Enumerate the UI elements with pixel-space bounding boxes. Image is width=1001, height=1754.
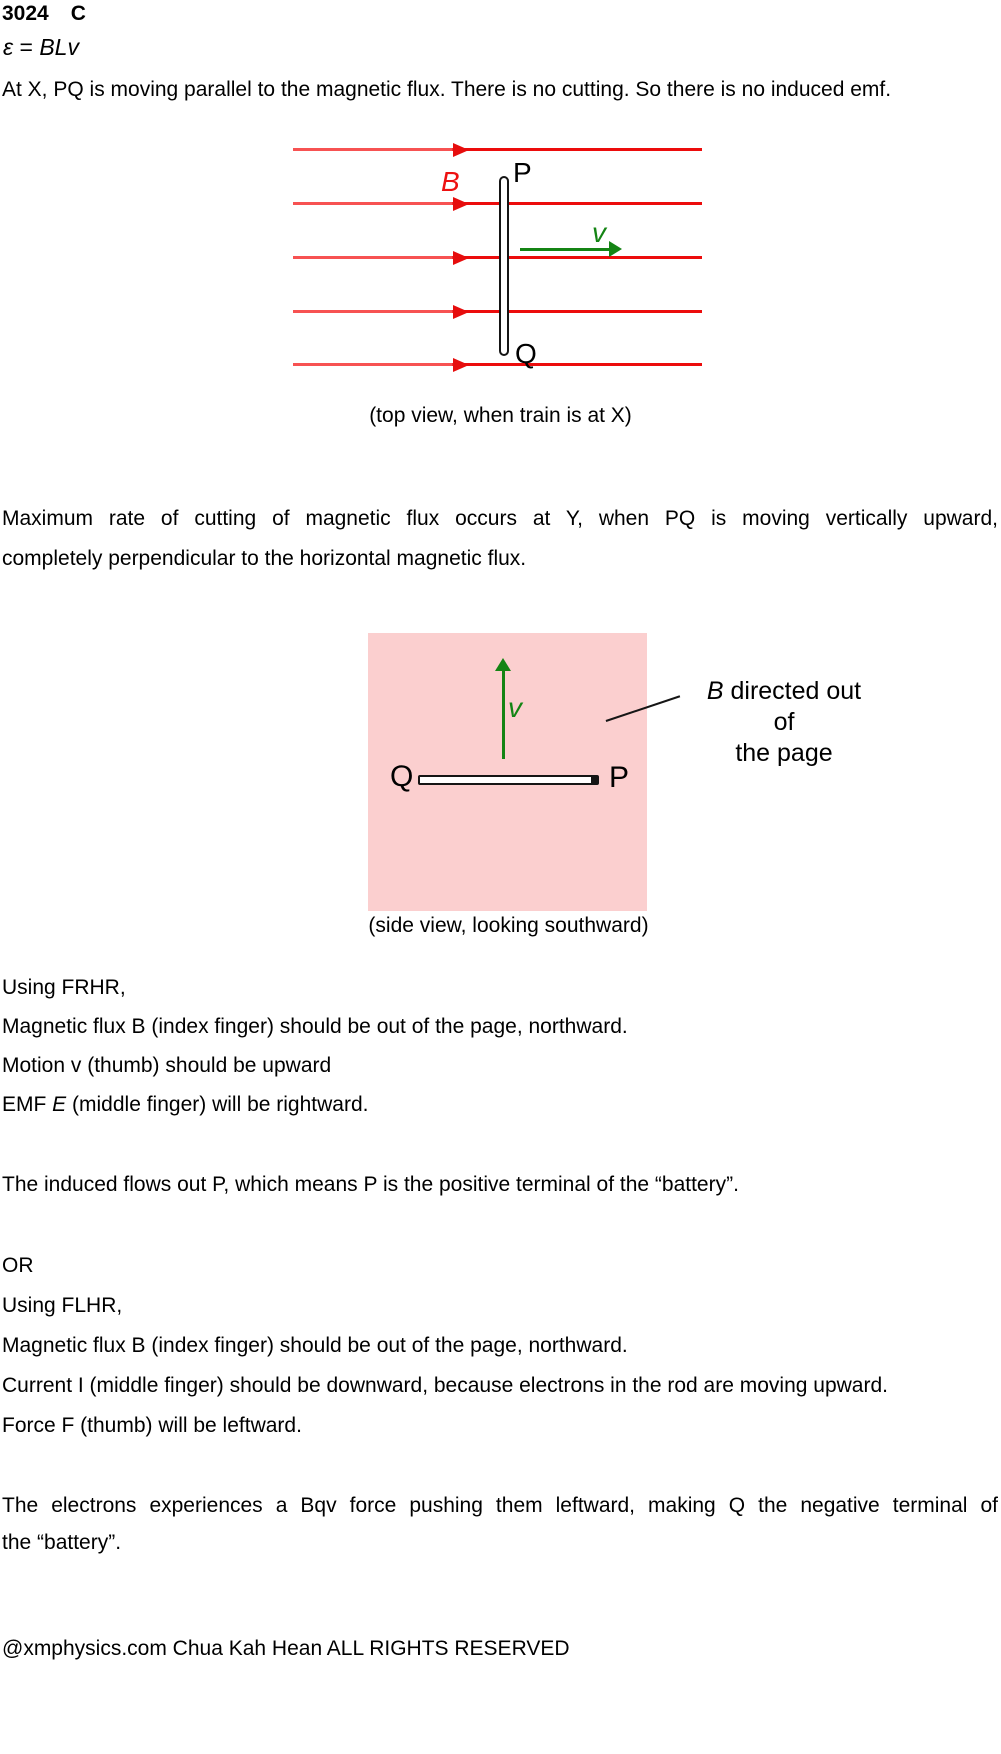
field-line: [293, 256, 702, 259]
caption-top-view: (top view, when train is at X): [369, 404, 632, 427]
label-q-left: Q: [390, 760, 414, 793]
label-p-top: P: [513, 157, 532, 188]
induced-paragraph: The induced flows out P, which means P is the positive terminal of the “battery”.: [2, 1173, 739, 1196]
flhr-line: Current I (middle finger) should be downward, because electrons in the rod are moving upward.: [2, 1374, 888, 1397]
annotation-b-out-of-page: [695, 676, 873, 769]
page-title: [2, 0, 86, 28]
frhr-line: Motion v (thumb) should be upward: [2, 1054, 332, 1077]
paragraph-line: the “battery”.: [2, 1531, 122, 1554]
velocity-arrow-right: [520, 241, 622, 257]
frhr-emf-post: (middle finger) will be rightward.: [66, 1093, 369, 1116]
arrow-head-icon: [609, 241, 622, 257]
frhr-line: Magnetic flux B (index finger) should be out of the page, northward.: [2, 1015, 628, 1038]
rod-pq-vertical: [499, 176, 509, 356]
question-number: 3024: [2, 2, 49, 25]
rod-pq-horizontal: [418, 775, 599, 785]
frhr-line: [2, 1085, 998, 1124]
paragraph-line: The electrons experiences a Bqv force pushing them leftward, making Q the negative terminal of: [2, 1494, 998, 1517]
label-velocity: v: [592, 217, 606, 248]
flhr-block: [2, 1246, 998, 1446]
rod-end-cap: [591, 777, 597, 783]
field-line: [293, 202, 702, 205]
label-velocity: v: [508, 692, 522, 723]
field-line: [293, 148, 702, 151]
caption-side-view: (side view, looking southward): [368, 914, 649, 937]
annotation-line2: the page: [735, 739, 833, 767]
right-arrowhead-icon: [453, 143, 469, 157]
frhr-emf-pre: EMF: [2, 1093, 53, 1116]
emf-formula: [3, 33, 79, 61]
annotation-b-symbol: B: [706, 677, 724, 705]
right-arrowhead-icon: [453, 251, 469, 265]
paragraph-line: Maximum rate of cutting of magnetic flux occurs at Y, when PQ is moving vertically upward,: [2, 507, 998, 530]
flhr-line: Magnetic flux B (index finger) should be out of the page, northward.: [2, 1334, 628, 1357]
frhr-line: Using FRHR,: [2, 976, 126, 999]
max-rate-paragraph: [2, 499, 998, 579]
annotation-text: directed out of: [723, 677, 862, 736]
formula-equals: =: [13, 34, 40, 60]
label-b-field: B: [441, 166, 460, 197]
answer-letter: C: [70, 2, 86, 25]
formula-rhs: BLv: [39, 34, 79, 60]
flhr-line: Force F (thumb) will be leftward.: [2, 1414, 302, 1437]
electrons-paragraph: [2, 1487, 998, 1561]
label-p-right: P: [609, 761, 630, 794]
or-label: OR: [2, 1254, 34, 1277]
paragraph-line: completely perpendicular to the horizontal magnetic flux.: [2, 547, 527, 570]
frhr-block: [2, 968, 998, 1124]
frhr-emf-symbol: E: [52, 1093, 67, 1116]
formula-epsilon: ε: [3, 34, 14, 60]
flhr-line: Using FLHR,: [2, 1294, 123, 1317]
field-line: [293, 363, 702, 366]
right-arrowhead-icon: [453, 197, 469, 211]
label-q-bottom: Q: [515, 338, 537, 369]
right-arrowhead-icon: [453, 358, 469, 372]
arrow-shaft: [502, 669, 505, 759]
footer-copyright: @xmphysics.com Chua Kah Hean ALL RIGHTS RESERVED: [2, 1637, 570, 1660]
annotation-line1: [695, 676, 873, 738]
right-arrowhead-icon: [453, 305, 469, 319]
field-line: [293, 310, 702, 313]
intro-paragraph: At X, PQ is moving parallel to the magnetic flux. There is no cutting. So there is no induced emf.: [2, 78, 892, 101]
